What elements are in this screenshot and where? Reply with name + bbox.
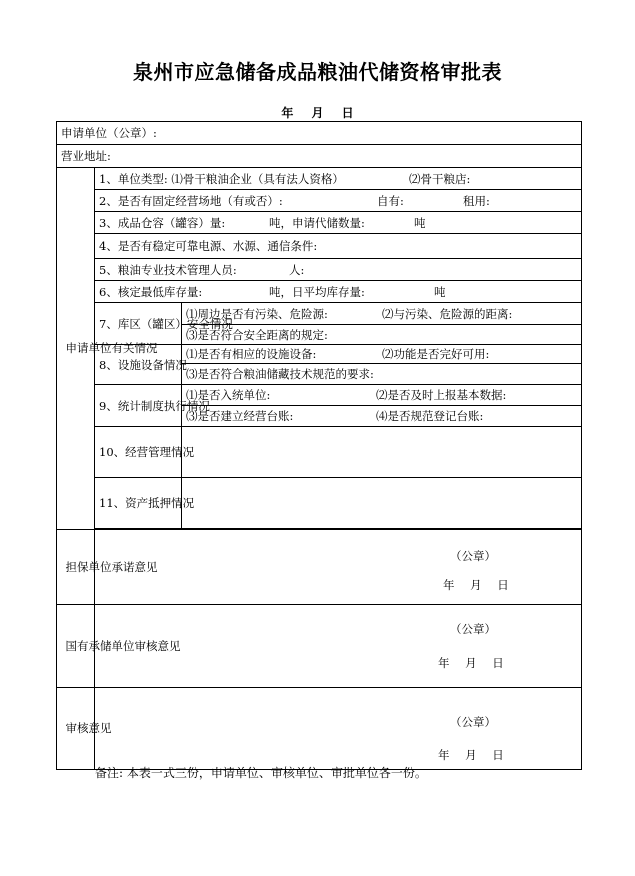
guarantor-opinion-field[interactable] — [95, 530, 582, 605]
row-state-storage-opinion — [57, 605, 582, 688]
page-title: 泉州市应急储备成品粮油代储资格审批表 — [133, 60, 502, 84]
asset-mortgage-label: 11、资产抵押情况 — [95, 478, 182, 529]
equipment-field-2[interactable]: ⑶是否符合粮油储藏技术规范的要求: — [182, 364, 582, 385]
seal-mark: （公章） — [450, 715, 496, 729]
review-opinion-label: 审核意见 — [57, 688, 95, 770]
safety-field-1[interactable]: ⑴周边是否有污染、危险源: ⑵与污染、危险源的距离: — [182, 303, 582, 325]
min-stock-field[interactable]: 6、核定最低库存量: 吨，日平均库存量: 吨 — [95, 281, 582, 303]
approval-form-table — [56, 121, 582, 770]
guarantor-opinion-label: 担保单位承诺意见 — [57, 530, 95, 605]
business-mgmt-label: 10、经营管理情况 — [95, 427, 182, 478]
side-label-applicant-info: 申请单位有关情况 — [57, 168, 95, 530]
utilities-field[interactable]: 4、是否有稳定可靠电源、水源、通信条件: — [95, 234, 582, 259]
applicant-field[interactable]: 申请单位（公章）: — [57, 122, 582, 145]
statistics-label: 9、统计制度执行情况 — [95, 385, 182, 427]
row-fixed-site — [57, 190, 582, 212]
date-mark: 年 月 日 — [443, 578, 509, 592]
row-min-stock — [57, 281, 582, 303]
statistics-field-1[interactable]: ⑴是否入统单位: ⑵是否及时上报基本数据: — [182, 385, 582, 406]
date-mark: 年 月 日 — [438, 656, 504, 670]
seal-mark: （公章） — [450, 622, 496, 636]
equipment-label: 8、设施设备情况 — [95, 345, 182, 385]
unit-type-field[interactable]: 1、单位类型: ⑴骨干粮油企业（具有法人资格） ⑵骨干粮店: — [95, 168, 582, 190]
row-unit-type — [57, 168, 582, 190]
row-guarantor-opinion — [57, 530, 582, 605]
review-opinion-field[interactable] — [95, 688, 582, 770]
date-line: 年 月 日 — [281, 106, 354, 120]
row-statistics-1 — [57, 385, 582, 406]
date-mark: 年 月 日 — [438, 748, 504, 762]
equipment-field-1[interactable]: ⑴是否有相应的设施设备: ⑵功能是否完好可用: — [182, 345, 582, 364]
business-mgmt-field[interactable] — [182, 427, 582, 478]
safety-label: 7、库区（罐区）安全情况 — [95, 303, 182, 345]
row-business-mgmt — [57, 427, 582, 478]
fixed-site-field[interactable]: 2、是否有固定经营场地（有或否）: 自有: 租用: — [95, 190, 582, 212]
statistics-field-2[interactable]: ⑶是否建立经营台账: ⑷是否规范登记台账: — [182, 406, 582, 427]
tech-staff-field[interactable]: 5、粮油专业技术管理人员: 人: — [95, 259, 582, 281]
row-asset-mortgage — [57, 478, 582, 529]
state-storage-opinion-label: 国有承储单位审核意见 — [57, 605, 95, 688]
asset-mortgage-field[interactable] — [182, 478, 582, 529]
row-tech-staff — [57, 259, 582, 281]
storage-capacity-field[interactable]: 3、成品仓容（罐容）量: 吨，申请代储数量: 吨 — [95, 212, 582, 234]
row-utilities — [57, 234, 582, 259]
safety-field-2[interactable]: ⑶是否符合安全距离的规定: — [182, 325, 582, 345]
footnote: 备注: 本表一式三份，申请单位、审核单位、审批单位各一份。 — [95, 766, 427, 780]
row-review-opinion — [57, 688, 582, 770]
state-storage-opinion-field[interactable] — [95, 605, 582, 688]
row-safety-1 — [57, 303, 582, 325]
row-applicant — [57, 122, 582, 145]
row-address — [57, 145, 582, 168]
address-field[interactable]: 营业地址: — [57, 145, 582, 168]
row-storage-capacity — [57, 212, 582, 234]
seal-mark: （公章） — [450, 549, 496, 563]
